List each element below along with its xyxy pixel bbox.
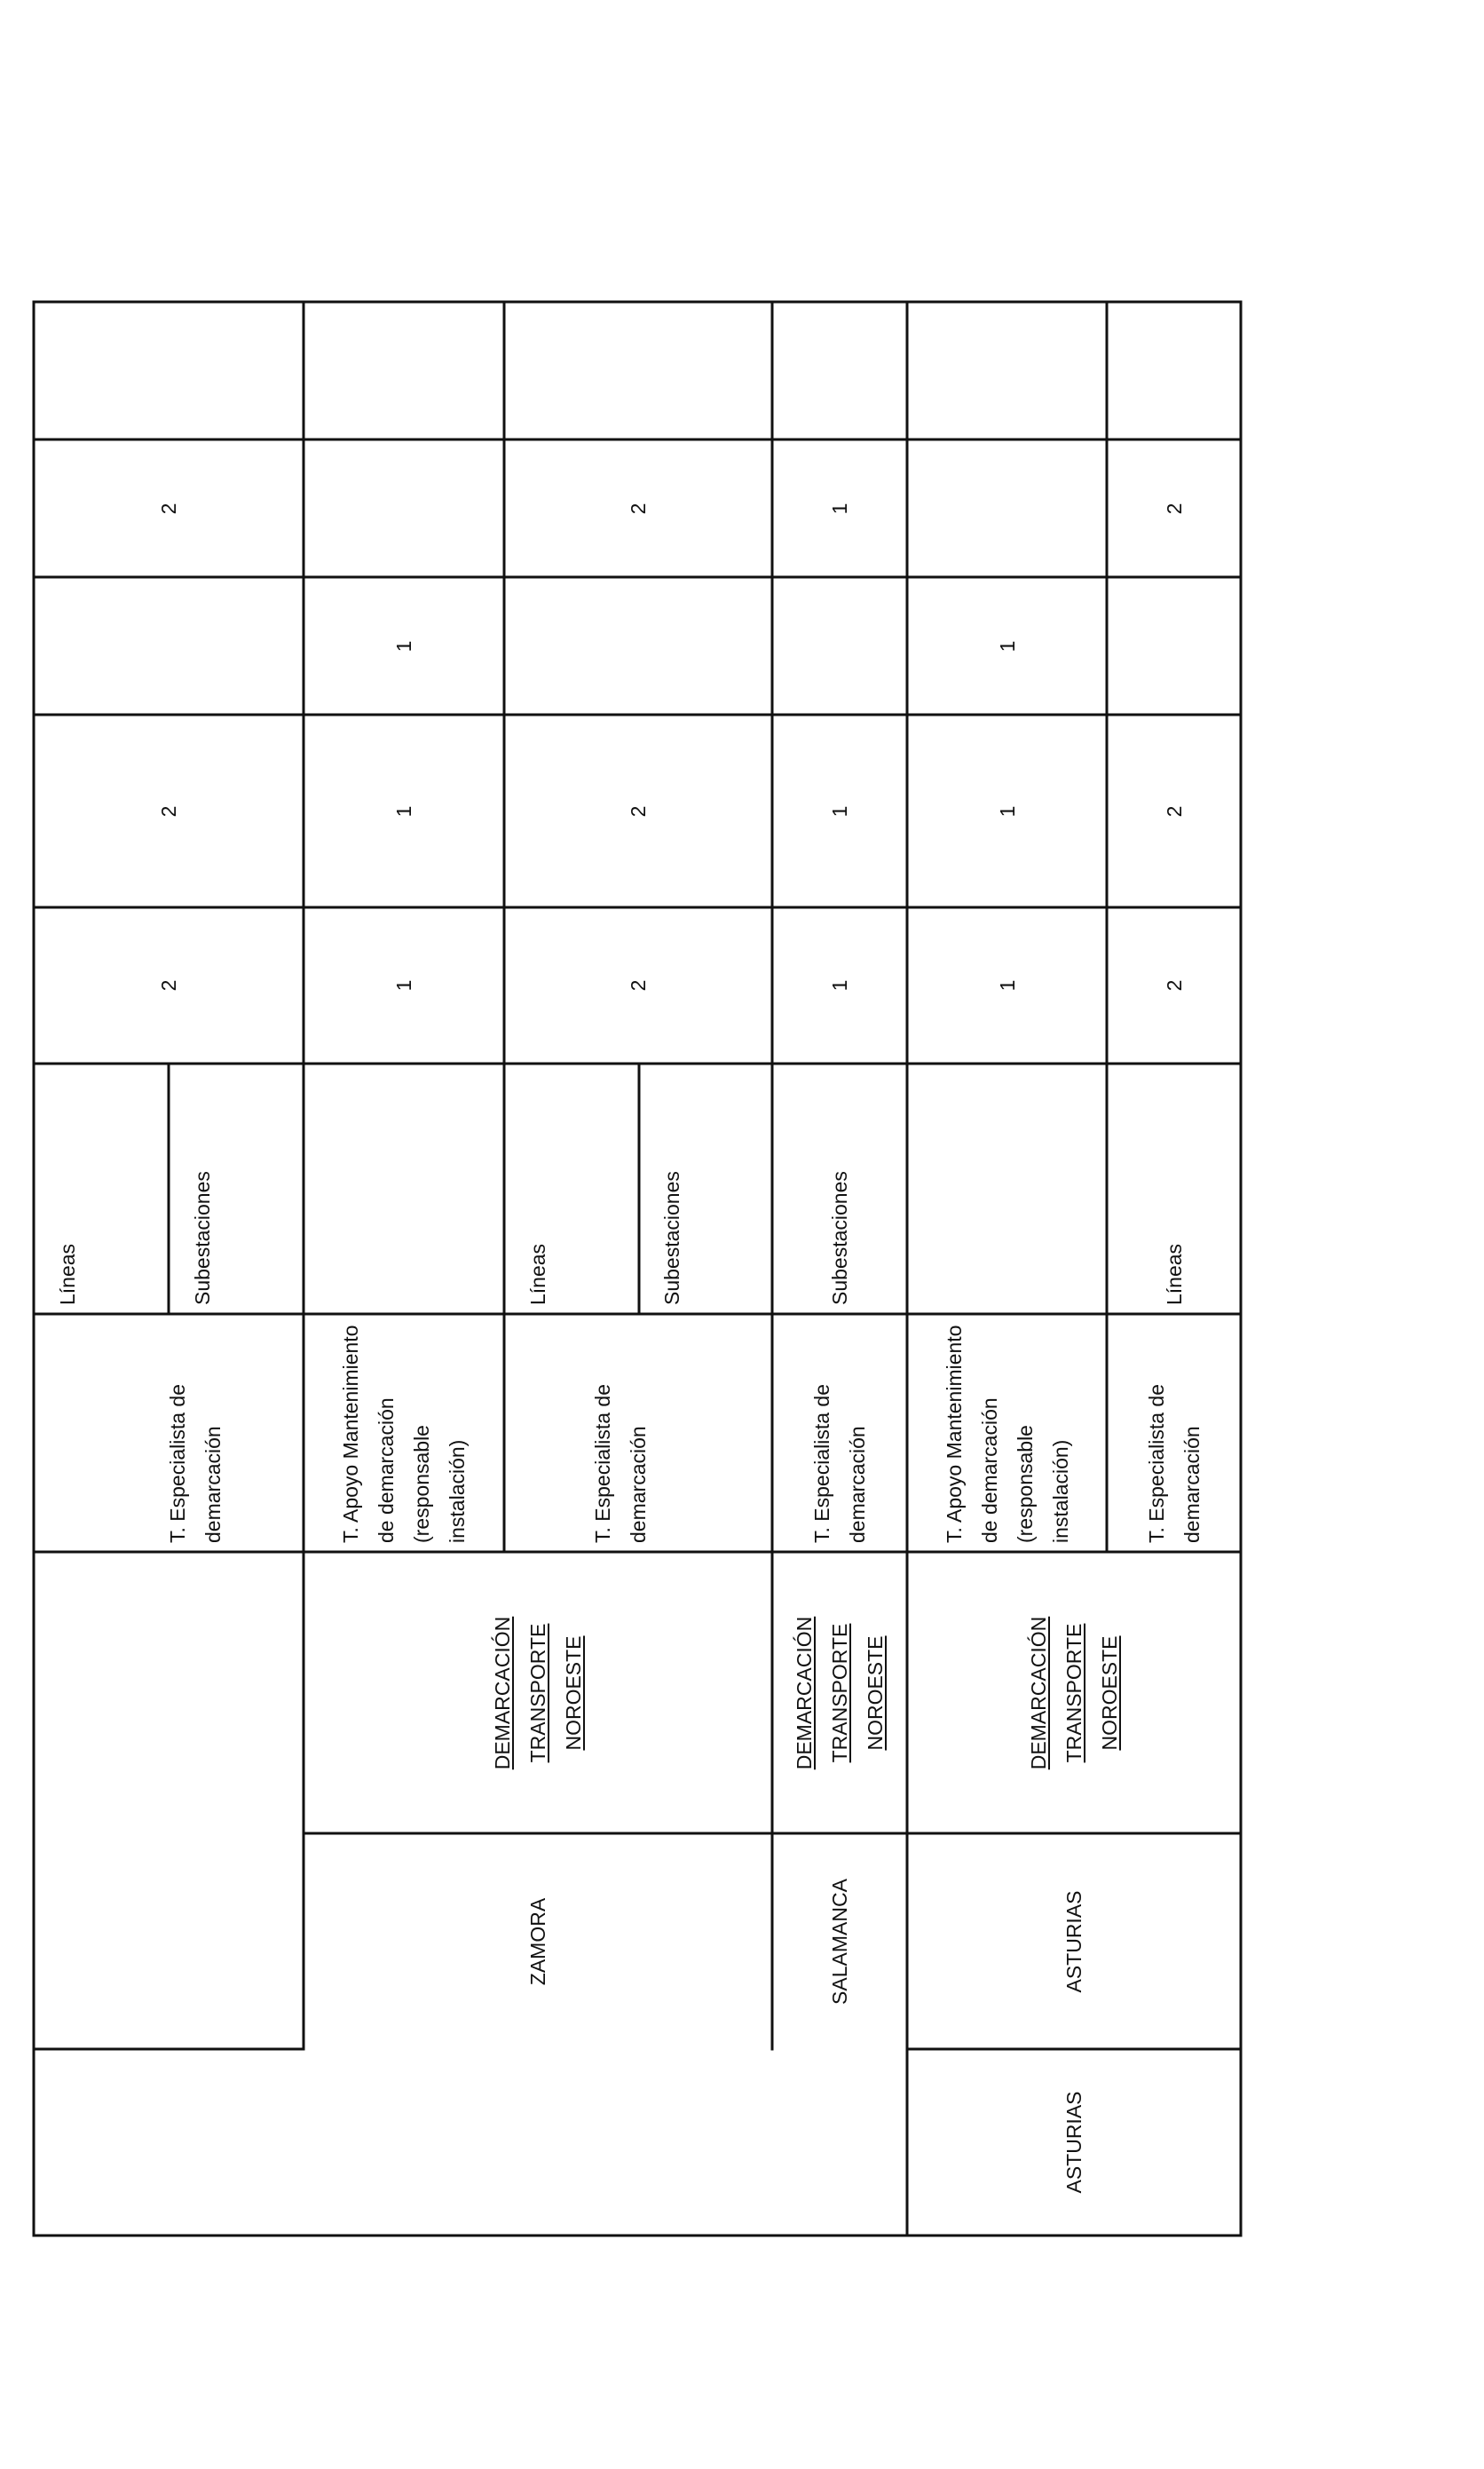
row2-role: T. Apoyo Mantenimiento de demarcación (responsable instalación) xyxy=(339,1325,469,1543)
row1-n1: 2 xyxy=(157,979,180,992)
row3-n4: 2 xyxy=(627,503,650,514)
row1-col-b xyxy=(34,1833,304,2049)
row1-n2: 2 xyxy=(157,805,180,817)
row4-n4: 1 xyxy=(828,503,851,514)
row3-n2: 2 xyxy=(627,805,650,817)
row3-sub-lineas: Líneas xyxy=(526,1243,549,1305)
asturias-col-c: DEMARCACIÓN TRANSPORTE NOROESTE xyxy=(1027,1616,1121,1769)
row1-n3 xyxy=(34,577,304,715)
row2-n1: 1 xyxy=(392,979,415,992)
row2-n3: 1 xyxy=(392,640,415,652)
row3-role: T. Especialista de demarcación xyxy=(591,1384,650,1543)
row6-role: T. Especialista de demarcación xyxy=(1144,1384,1204,1543)
row1-n5 xyxy=(34,302,304,439)
row4-n2: 1 xyxy=(828,805,851,817)
row6-n1: 2 xyxy=(1162,979,1186,992)
zamora-col-c: DEMARCACIÓN TRANSPORTE NOROESTE xyxy=(491,1616,585,1769)
row5-n2: 1 xyxy=(995,805,1019,817)
asturias-col-a: ASTURIAS xyxy=(1062,2091,1085,2194)
asturias-col-b: ASTURIAS xyxy=(1062,1889,1085,1993)
row1-sub-lineas: Líneas xyxy=(56,1243,79,1305)
row5-n3: 1 xyxy=(995,640,1019,652)
row1-role: T. Especialista de demarcación xyxy=(166,1384,225,1543)
row6-n4: 2 xyxy=(1162,503,1186,514)
row1-col-c xyxy=(34,1552,304,1833)
row1-sub-subestaciones: Subestaciones xyxy=(191,1171,214,1305)
row1-n4: 2 xyxy=(157,503,180,514)
row3-n1: 2 xyxy=(627,979,650,992)
row4-sub: Subestaciones xyxy=(828,1171,851,1305)
row5-n1: 1 xyxy=(995,979,1019,992)
zamora-col-b: ZAMORA xyxy=(526,1897,549,1985)
row3-sub-subestaciones: Subestaciones xyxy=(660,1171,683,1305)
row6-sub: Líneas xyxy=(1162,1243,1186,1305)
salamanca-col-b: SALAMANCA xyxy=(828,1878,851,2005)
row5-role: T. Apoyo Mantenimiento de demarcación (responsable instalación) xyxy=(942,1325,1072,1543)
row4-n1: 1 xyxy=(828,979,851,992)
row6-n2: 2 xyxy=(1162,805,1186,817)
row2-n2: 1 xyxy=(392,805,415,817)
row4-role: T. Especialista de demarcación xyxy=(810,1384,869,1543)
salamanca-col-c: DEMARCACIÓN TRANSPORTE NOROESTE xyxy=(793,1616,887,1769)
